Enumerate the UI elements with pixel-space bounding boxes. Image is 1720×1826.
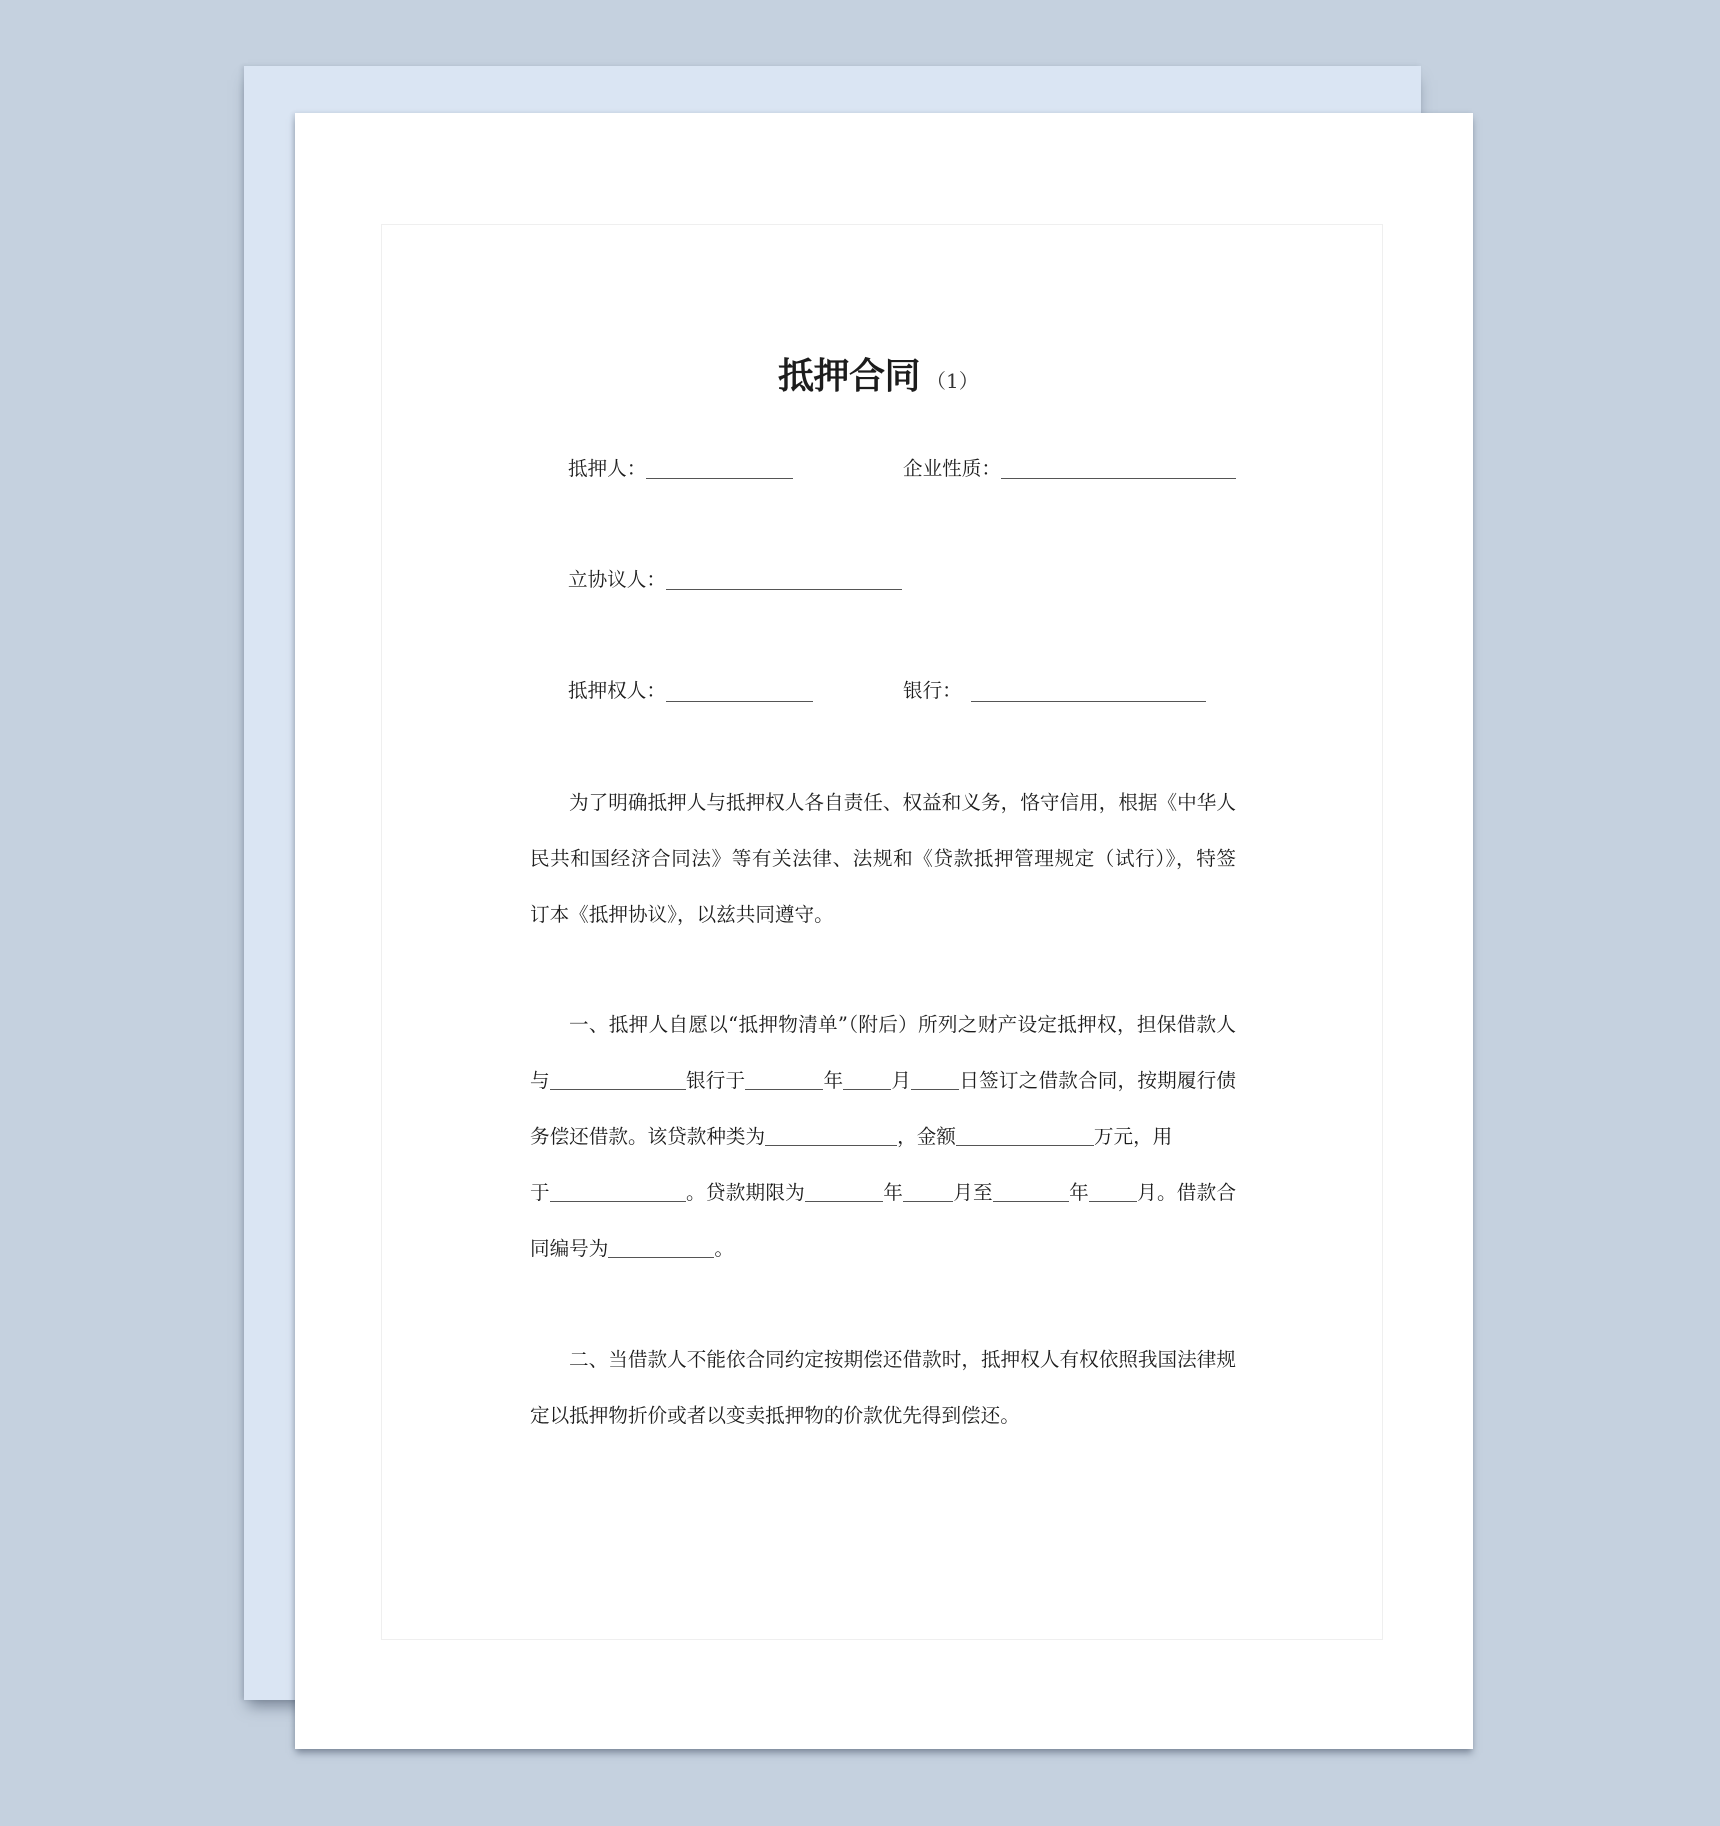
bank-label: 银行： bbox=[903, 679, 962, 702]
paragraph-line: 为了明确抵押人与抵押权人各自责任、权益和义务，恪守信用，根据《中华人 bbox=[569, 791, 1236, 814]
text-segment: 于 bbox=[530, 1181, 550, 1204]
contract-number-blank bbox=[608, 1241, 714, 1258]
mortgagee-label: 抵押权人： bbox=[568, 679, 666, 702]
term-start-month-blank bbox=[903, 1185, 953, 1202]
enterprise-nature-label: 企业性质： bbox=[903, 457, 1001, 480]
paragraph-line: 一、抵押人自愿以“抵押物清单”（附后）所列之财产设定抵押权，担保借款人 bbox=[569, 1013, 1236, 1036]
paragraph-line bbox=[530, 1109, 1236, 1165]
paragraph-line: 定以抵押物折价或者以变卖抵押物的价款优先得到偿还。 bbox=[530, 1404, 1020, 1427]
paragraph-line bbox=[530, 1053, 1236, 1109]
mortgagor-blank bbox=[646, 478, 793, 479]
text-segment: 。 bbox=[714, 1237, 734, 1260]
text-segment: 月 bbox=[891, 1069, 912, 1092]
text-segment: 年 bbox=[823, 1069, 844, 1092]
preamble-paragraph bbox=[530, 775, 1236, 943]
text-segment: 月。借款合 bbox=[1136, 1181, 1237, 1204]
mortgagee-blank bbox=[666, 701, 813, 702]
text-segment: 日签订之借款合同，按期履行债 bbox=[959, 1069, 1237, 1092]
sign-month-blank bbox=[843, 1073, 891, 1090]
paragraph-line bbox=[530, 1165, 1236, 1221]
borrower-blank bbox=[550, 1073, 686, 1090]
text-segment: 务偿还借款。该贷款种类为 bbox=[530, 1125, 766, 1148]
paragraph-line: 民共和国经济合同法》等有关法律、法规和《贷款抵押管理规定（试行）》，特签 bbox=[530, 847, 1236, 870]
loan-type-blank bbox=[765, 1129, 897, 1146]
text-segment: 年 bbox=[882, 1181, 904, 1204]
document-page bbox=[295, 113, 1473, 1749]
paragraph-line: 订本《抵押协议》，以兹共同遵守。 bbox=[530, 903, 834, 926]
text-segment: 年 bbox=[1068, 1181, 1089, 1204]
bank-blank bbox=[971, 701, 1206, 702]
text-segment: 同编号为 bbox=[530, 1237, 609, 1260]
term-end-year-blank bbox=[993, 1185, 1069, 1202]
text-segment: ，金额 bbox=[897, 1125, 956, 1148]
enterprise-nature-blank bbox=[1001, 478, 1236, 479]
text-segment: 银行于 bbox=[685, 1069, 746, 1092]
paragraph-line: 二、当借款人不能依合同约定按期偿还借款时，抵押权人有权依照我国法律规 bbox=[569, 1348, 1236, 1371]
title-text: 抵押合同 bbox=[778, 356, 921, 397]
sign-day-blank bbox=[911, 1073, 959, 1090]
title-number: （1） bbox=[926, 369, 979, 393]
clause-2-paragraph bbox=[530, 1332, 1236, 1444]
text-segment: 万元，用 bbox=[1093, 1125, 1173, 1148]
loan-purpose-blank bbox=[550, 1185, 686, 1202]
agreement-party-label: 立协议人： bbox=[568, 568, 666, 591]
sign-year-blank bbox=[745, 1073, 823, 1090]
text-segment: 。贷款期限为 bbox=[685, 1181, 805, 1204]
document-title bbox=[778, 357, 979, 403]
term-start-year-blank bbox=[805, 1185, 883, 1202]
term-end-month-blank bbox=[1089, 1185, 1137, 1202]
clause-1-paragraph bbox=[530, 997, 1236, 1277]
paragraph-line bbox=[530, 1221, 1236, 1277]
loan-amount-blank bbox=[956, 1129, 1094, 1146]
text-segment: 与 bbox=[530, 1069, 550, 1092]
text-segment: 月至 bbox=[953, 1181, 993, 1204]
agreement-party-blank bbox=[666, 589, 902, 590]
mortgagor-label: 抵押人： bbox=[568, 457, 647, 480]
